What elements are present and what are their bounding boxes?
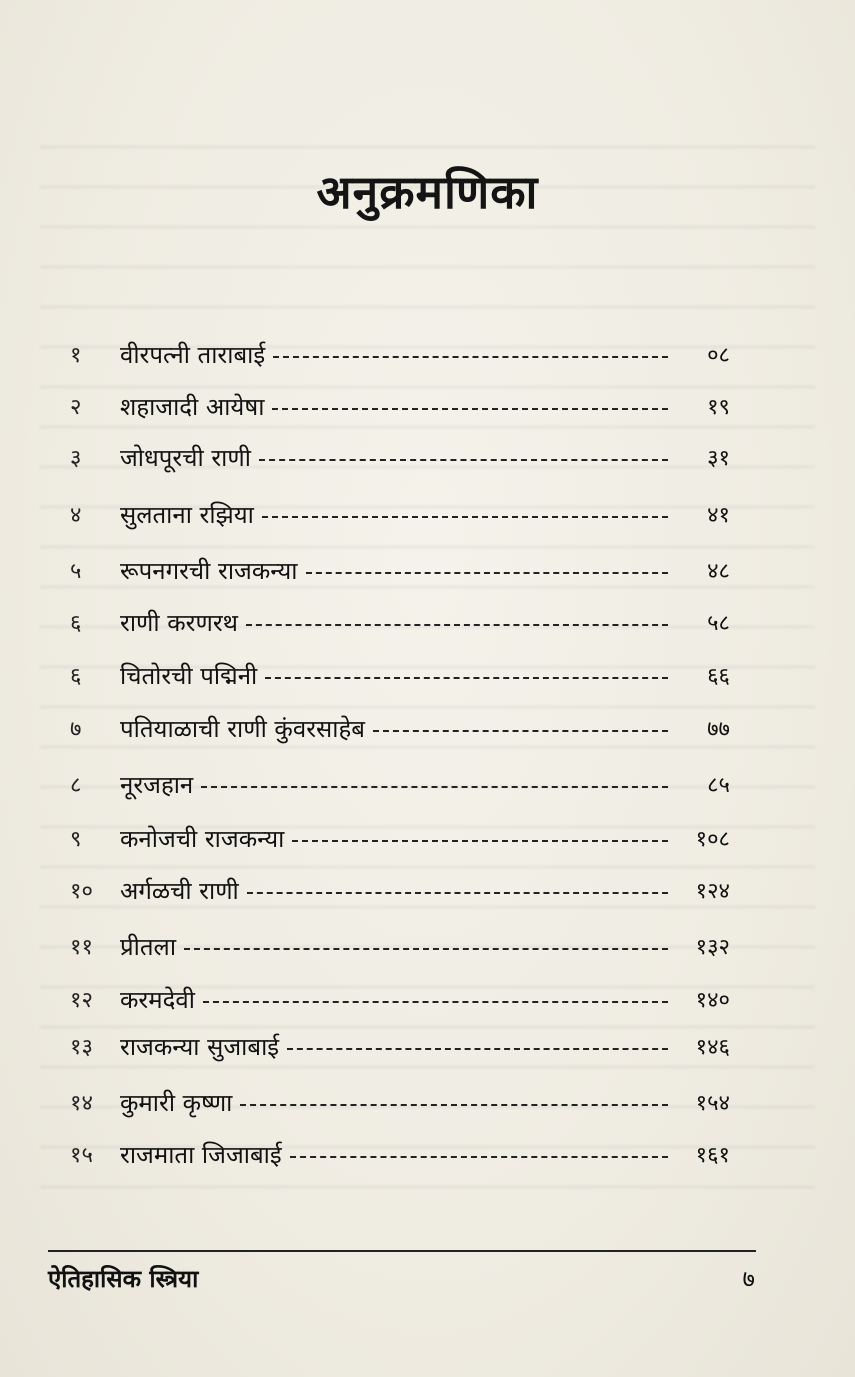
entry-page: ३१ <box>707 446 730 471</box>
toc-entry <box>70 1080 730 1124</box>
dot-leader <box>290 1156 668 1158</box>
entry-number: ७ <box>70 717 82 742</box>
entry-number: ४ <box>70 503 82 528</box>
toc-entry <box>70 548 730 592</box>
entry-number: ११ <box>70 935 93 960</box>
toc-entry <box>70 762 730 806</box>
dot-leader <box>306 572 668 574</box>
entry-number: ३ <box>70 446 82 471</box>
entry-page: ८५ <box>707 773 730 798</box>
dot-leader <box>287 1048 668 1050</box>
dot-leader <box>201 786 668 788</box>
entry-title: अर्गळची राणी <box>120 876 239 905</box>
entry-title: करमदेवी <box>120 985 195 1014</box>
dot-leader <box>292 840 668 842</box>
toc-entry <box>70 816 730 860</box>
entry-page: १०८ <box>695 827 730 852</box>
page-title: अनुक्रमणिका <box>316 165 539 219</box>
toc-entry <box>70 868 730 912</box>
entry-number: ९ <box>70 827 82 852</box>
entry-number: ५ <box>70 559 82 584</box>
entry-title: राणी करणरथ <box>120 608 238 637</box>
entry-number: ६ <box>70 611 82 636</box>
entry-page: १४६ <box>695 1035 730 1060</box>
dot-leader <box>184 948 668 950</box>
entry-title: पतियाळाची राणी कुंवरसाहेब <box>120 714 365 743</box>
toc-entry <box>70 332 730 376</box>
entry-page: ७७ <box>707 717 730 742</box>
dot-leader <box>273 356 668 358</box>
entry-page: १६१ <box>695 1143 730 1168</box>
entry-number: १३ <box>70 1035 93 1060</box>
entry-page: ४१ <box>707 503 730 528</box>
toc-entry <box>70 600 730 644</box>
entry-page: १५४ <box>695 1091 730 1116</box>
entry-number: ६ <box>70 664 82 689</box>
entry-title: जोधपूरची राणी <box>120 443 251 472</box>
toc-entry <box>70 924 730 968</box>
dot-leader <box>247 892 668 894</box>
running-footer-title: ऐतिहासिक स्त्रिया <box>48 1265 199 1293</box>
entry-number: २ <box>70 395 82 420</box>
dot-leader <box>203 1001 668 1003</box>
entry-number: ८ <box>70 773 82 798</box>
toc-entry <box>70 492 730 536</box>
dot-leader <box>272 408 668 410</box>
entry-page: ५८ <box>707 611 730 636</box>
page-number: ७ <box>742 1265 755 1293</box>
entry-number: १ <box>70 343 82 368</box>
entry-number: १० <box>70 879 93 904</box>
entry-number: १५ <box>70 1143 93 1168</box>
entry-title: राजमाता जिजाबाई <box>120 1140 282 1169</box>
entry-page: ६६ <box>707 664 730 689</box>
entry-page: १३२ <box>695 935 730 960</box>
toc-entry <box>70 653 730 697</box>
dot-leader <box>259 459 668 461</box>
toc-entry <box>70 435 730 479</box>
dot-leader <box>240 1104 668 1106</box>
entry-page: १२४ <box>695 879 730 904</box>
entry-title: कुमारी कृष्णा <box>120 1088 233 1117</box>
footer-rule <box>48 1250 756 1252</box>
dot-leader <box>246 624 668 626</box>
entry-title: कनोजची राजकन्या <box>120 824 285 853</box>
entry-title: सुलताना रझिया <box>120 500 254 529</box>
toc-entry <box>70 384 730 428</box>
entry-title: चितोरची पद्मिनी <box>120 661 258 690</box>
toc-entry <box>70 977 730 1021</box>
dot-leader <box>373 730 668 732</box>
entry-page: १९ <box>707 395 730 420</box>
entry-page: ४८ <box>707 559 730 584</box>
entry-number: १४ <box>70 1091 93 1116</box>
dot-leader <box>262 516 668 518</box>
entry-title: नूरजहान <box>120 770 194 799</box>
entry-title: प्रीतला <box>120 932 177 961</box>
entry-page: १४० <box>695 988 730 1013</box>
entry-title: राजकन्या सुजाबाई <box>120 1032 280 1061</box>
toc-entry <box>70 1132 730 1176</box>
toc-entry <box>70 706 730 750</box>
entry-title: रूपनगरची राजकन्या <box>120 556 298 585</box>
dot-leader <box>265 677 668 679</box>
entry-page: ०८ <box>707 343 730 368</box>
entry-title: शहाजादी आयेषा <box>120 392 265 421</box>
toc-entry <box>70 1024 730 1068</box>
entry-number: १२ <box>70 988 93 1013</box>
entry-title: वीरपत्नी ताराबाई <box>120 340 266 369</box>
